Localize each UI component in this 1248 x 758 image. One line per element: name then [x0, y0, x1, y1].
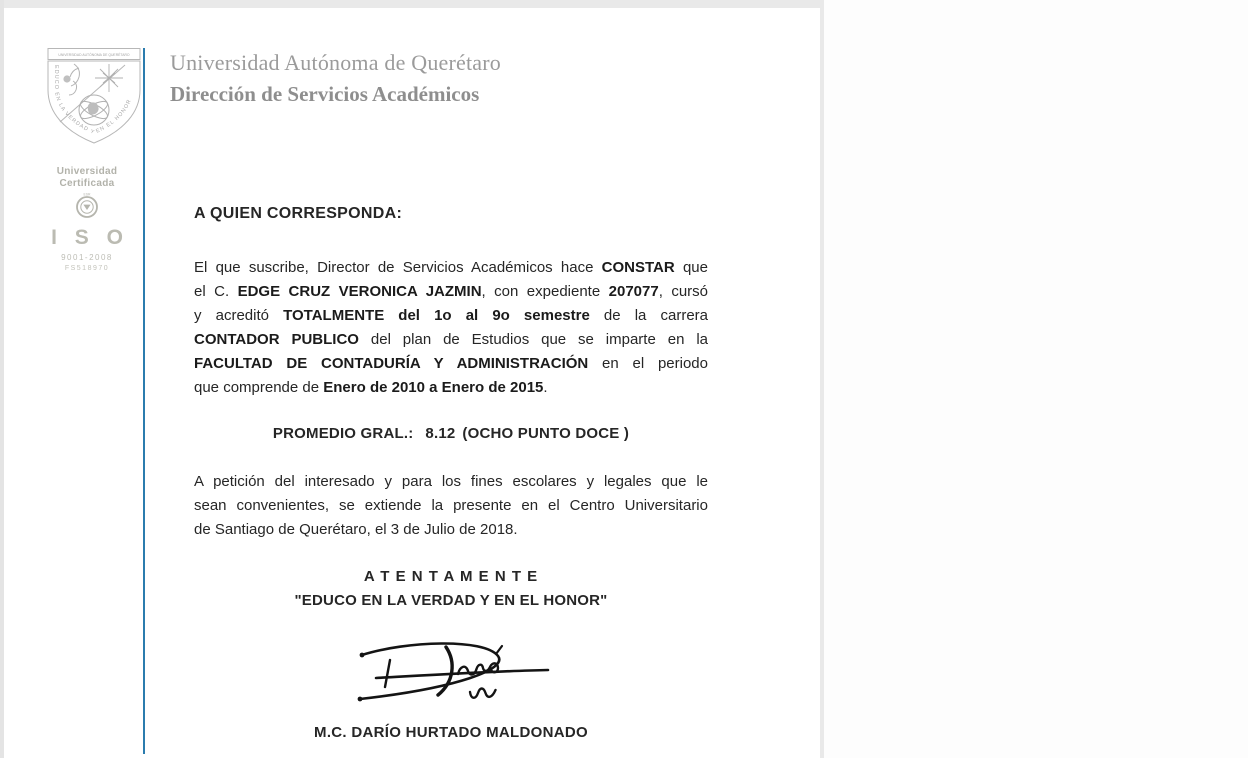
- svg-text:ESR: ESR: [83, 192, 91, 197]
- closing-atentamente: A T E N T A M E N T E: [363, 568, 539, 585]
- accent-divider-line: [143, 48, 145, 754]
- grade-average-label: PROMEDIO GRAL.:: [272, 425, 414, 442]
- bird-icon: [63, 64, 79, 95]
- closing-block: [194, 568, 708, 609]
- letterhead: [170, 50, 501, 107]
- grade-average-line: [194, 425, 708, 442]
- department-name: Dirección de Servicios Académicos: [170, 82, 480, 106]
- iso-line-2: Certificada: [59, 177, 115, 189]
- closing-motto: "EDUCO EN LA VERDAD Y EN EL HONOR": [294, 592, 608, 609]
- signature-image: [194, 635, 708, 715]
- grade-average-value: 8.12: [425, 425, 456, 442]
- signatory-name: M.C. DARÍO HURTADO MALDONADO: [314, 724, 588, 741]
- iso-certification-badge: [40, 166, 134, 273]
- certificate-page: [4, 8, 820, 758]
- body-paragraph-1: El que suscribe, Director de Servicios Académicos hace CONSTAR que el C. EDGE CRUZ VERONICA JAZMIN, con expediente 207077, cursó y acreditó TOTALMENTE del 1o al 9o semestre de la carrera CONTADOR PUBLICO del plan de Estudios que se imparte en la FACULTAD DE CONTADURÍA Y ADMINISTRACIÓN en el periodo que comprende de Enero de 2010 a Enero de 2015.: [194, 259, 709, 396]
- grade-average-words: (OCHO PUNTO DOCE ): [462, 425, 630, 442]
- iso-seal-icon: [40, 192, 134, 225]
- page-right-edge: [820, 0, 824, 758]
- body-paragraph-2: A petición del interesado y para los fines escolares y legales que le sean convenientes, se extiende la presente en el Centro Universitario de Santiago de Querétaro, el 3 de Julio de 2018.: [194, 473, 708, 538]
- shield-motto-text: EDUCO EN LA VERDAD Y EN EL HONOR: [53, 65, 133, 136]
- iso-line-1: Universidad: [56, 166, 118, 177]
- iso-standard: 9001-2008: [61, 252, 113, 262]
- iso-word: I S O: [51, 226, 129, 250]
- shield-banner-text: UNIVERSIDAD AUTÓNOMA DE QUERÉTARO: [58, 53, 130, 57]
- institution-name: Universidad Autónoma de Querétaro: [170, 50, 502, 75]
- iso-cert-number: FS518970: [64, 264, 110, 272]
- university-shield-logo: [46, 48, 142, 155]
- salutation: A QUIEN CORRESPONDA:: [194, 205, 403, 222]
- letter-body: [194, 205, 708, 741]
- page-top-edge: [0, 0, 822, 8]
- globe-icon: [78, 95, 110, 125]
- viewer-background: [824, 0, 1248, 758]
